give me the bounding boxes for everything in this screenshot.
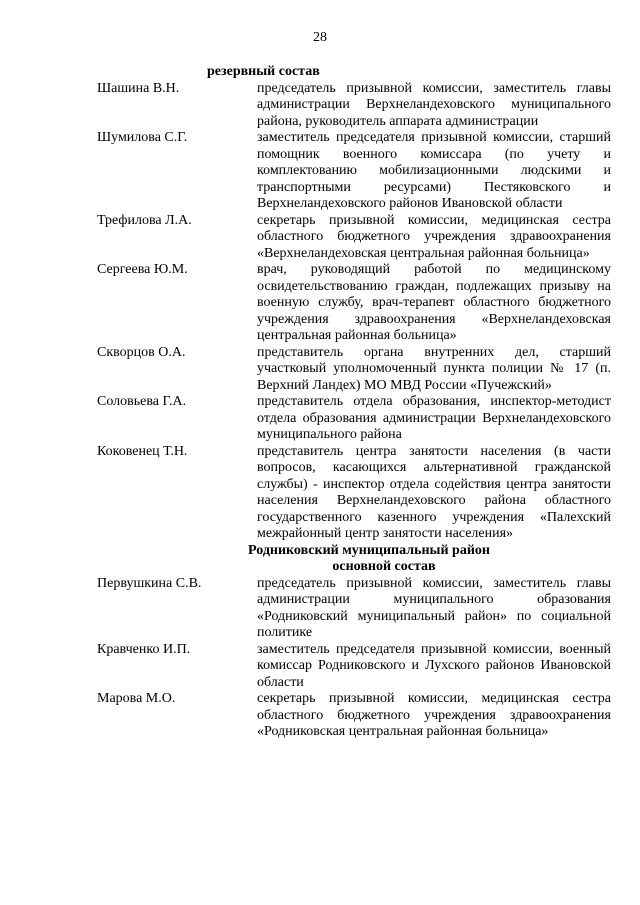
member-entry <box>97 213 611 263</box>
member-name: Кравченко И.П. <box>97 641 191 657</box>
member-entry <box>97 262 611 345</box>
member-entry <box>97 394 611 444</box>
member-role: врач, руководящий работой по медицинскому освидетельствованию граждан, подлежащих призыву на военную службу, врач-терапевт областного бюджетного учреждения здравоохранения «Верхнеландеховская центральная районная больница» <box>257 262 611 343</box>
member-name: Скворцов О.А. <box>97 344 186 360</box>
member-entry <box>97 576 611 642</box>
member-role: заместитель председателя призывной комиссии, старший помощник военного комиссара (по учету и комплектованию мобилизационными людскими и транспортными ресурсами) Пестяковского и Верхнеландеховского районов Ивановской области <box>257 130 611 211</box>
member-entry <box>97 81 611 131</box>
page-number: 28 <box>313 30 327 45</box>
member-name: Трефилова Л.А. <box>97 212 192 228</box>
member-entry <box>97 345 611 395</box>
member-name: Первушкина С.В. <box>97 575 202 591</box>
member-role: представитель органа внутренних дел, старший участковый уполномоченный пункта полиции № 17 (п. Верхний Ландех) МО МВД России «Пучежский» <box>257 344 611 393</box>
member-role: секретарь призывной комиссии, медицинская сестра областного бюджетного учреждения здравоохранения «Верхнеландеховская центральная районная больница» <box>257 212 611 261</box>
member-role: председатель призывной комиссии, заместитель главы администрации Верхнеландеховского муниципального района, руководитель аппарата администрации <box>257 80 611 129</box>
member-entry <box>97 444 611 543</box>
member-role: секретарь призывной комиссии, медицинская сестра областного бюджетного учреждения здравоохранения «Родниковская центральная районная больница» <box>257 691 611 739</box>
section-heading-main: основной состав <box>332 559 436 574</box>
commission-list <box>97 64 611 741</box>
member-entry <box>97 691 611 741</box>
member-role: заместитель председателя призывной комиссии, военный комиссар Родниковского и Лухского районов Ивановской области <box>257 641 611 690</box>
member-role: председатель призывной комиссии, заместитель главы администрации муниципального образования «Родниковский муниципальный район» по социальной политике <box>257 575 611 640</box>
member-entry <box>97 130 611 213</box>
district-heading: Родниковский муниципальный район <box>248 542 490 558</box>
member-name: Коковенец Т.Н. <box>97 443 188 459</box>
section-heading-reserve: резервный состав <box>207 64 320 79</box>
member-name: Шашина В.Н. <box>97 80 180 96</box>
member-role: представитель центра занятости населения (в части вопросов, касающихся альтернативной гражданской службы) - инспектор отдела содействия центра занятости населения Верхнеландеховского района областного государственного казенного учреждения «Палехский межрайонный центр занятости населения» <box>257 443 611 541</box>
member-name: Сергеева Ю.М. <box>97 262 188 277</box>
member-name: Марова М.О. <box>97 691 176 706</box>
member-name: Соловьева Г.А. <box>97 394 187 409</box>
member-name: Шумилова С.Г. <box>97 130 188 145</box>
member-entry <box>97 642 611 692</box>
member-role: представитель отдела образования, инспектор-методист отдела образования администрации Верхнеландеховского муниципального района <box>257 394 611 442</box>
